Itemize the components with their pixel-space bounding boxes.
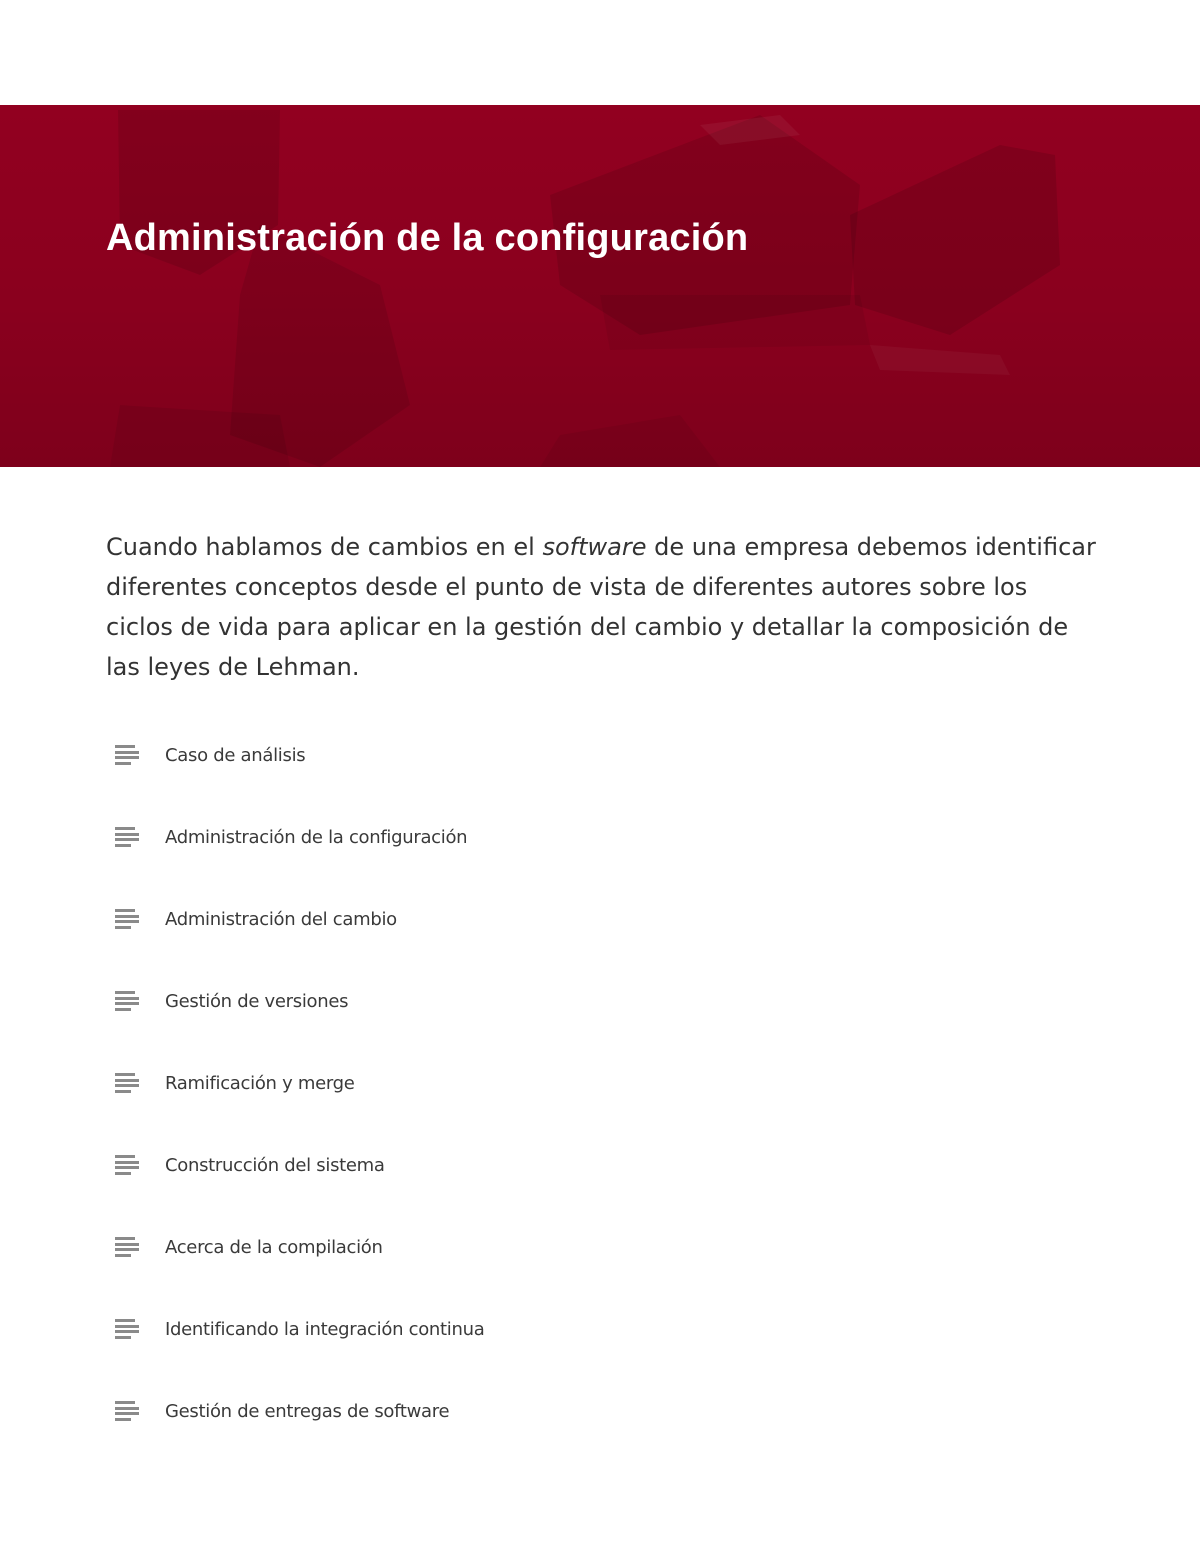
lesson-label: Caso de análisis xyxy=(165,744,306,766)
lines-icon xyxy=(115,991,139,1011)
lines-icon xyxy=(115,909,139,929)
lines-icon xyxy=(115,1319,139,1339)
lesson-label: Ramificación y merge xyxy=(165,1072,355,1094)
lesson-item-acerca-compilacion[interactable] xyxy=(106,1206,1006,1288)
lesson-item-integracion-continua[interactable] xyxy=(106,1288,1006,1370)
lesson-label: Gestión de entregas de software xyxy=(165,1400,450,1422)
lines-icon xyxy=(115,745,139,765)
lines-icon xyxy=(115,1073,139,1093)
lesson-label: Administración del cambio xyxy=(165,908,397,930)
lesson-label: Identificando la integración continua xyxy=(165,1318,485,1340)
hero-banner xyxy=(0,105,1200,467)
lesson-item-construccion-sistema[interactable] xyxy=(106,1124,1006,1206)
lesson-label: Construcción del sistema xyxy=(165,1154,385,1176)
lesson-item-gestion-versiones[interactable] xyxy=(106,960,1006,1042)
lesson-label: Gestión de versiones xyxy=(165,990,349,1012)
lesson-list xyxy=(106,714,1006,1452)
lines-icon xyxy=(115,1237,139,1257)
hero-background-image xyxy=(0,105,1200,467)
lines-icon xyxy=(115,827,139,847)
lesson-label: Acerca de la compilación xyxy=(165,1236,383,1258)
lesson-label: Administración de la configuración xyxy=(165,826,468,848)
lesson-item-gestion-entregas[interactable] xyxy=(106,1370,1006,1452)
lines-icon xyxy=(115,1401,139,1421)
page-title: Administración de la configuración xyxy=(106,217,749,259)
lesson-item-ramificacion-merge[interactable] xyxy=(106,1042,1006,1124)
lesson-item-administracion-cambio[interactable] xyxy=(106,878,1006,960)
lesson-item-administracion-configuracion[interactable] xyxy=(106,796,1006,878)
lesson-item-caso-de-analisis[interactable] xyxy=(106,714,1006,796)
lines-icon xyxy=(115,1155,139,1175)
intro-text-end: de una empresa debemos identificar diferentes conceptos desde el punto de vista de diferentes autores sobre los ciclos de vida para aplicar en la gestión del cambio y detallar la composición de las leyes de Lehman. xyxy=(106,533,1096,681)
intro-text-start: Cuando hablamos de cambios en el xyxy=(106,533,543,561)
intro-paragraph xyxy=(106,527,1096,687)
intro-emphasis: software xyxy=(542,533,647,561)
